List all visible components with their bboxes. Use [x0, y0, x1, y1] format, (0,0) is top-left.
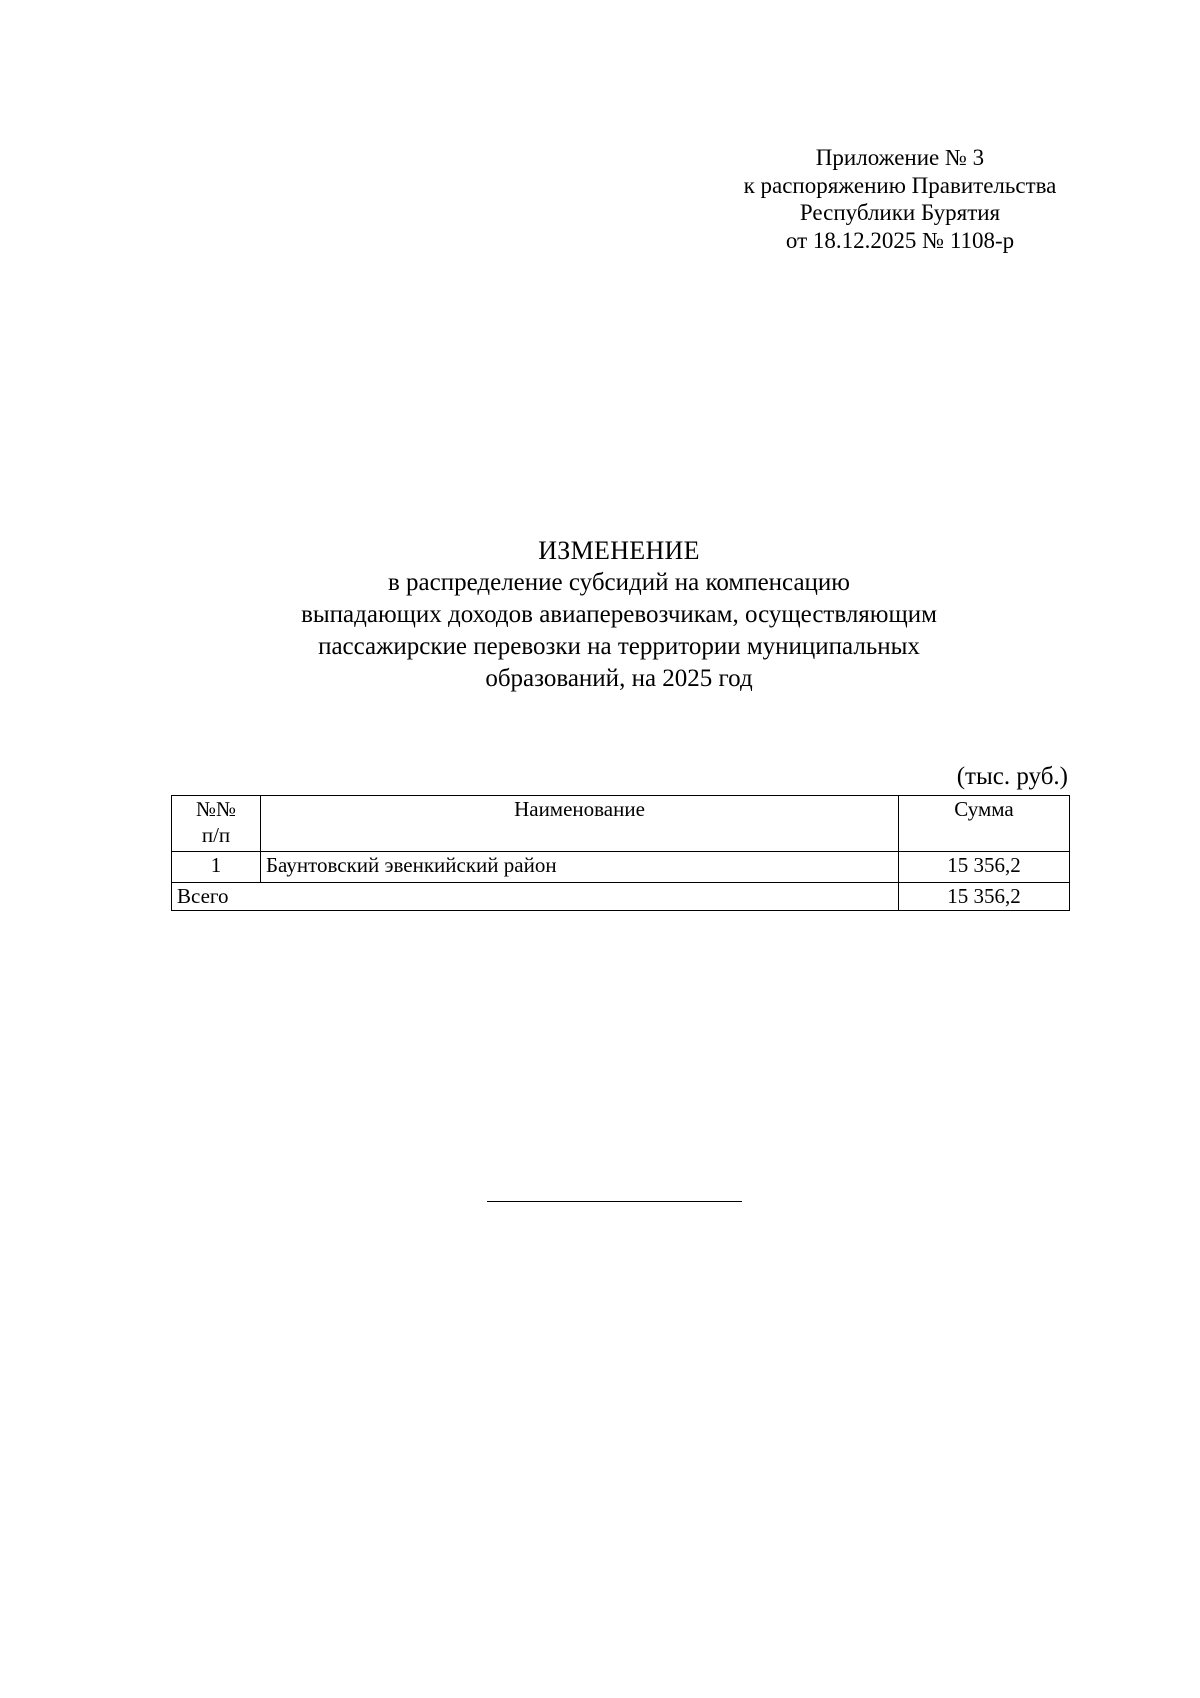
- title-heading: ИЗМЕНЕНИЕ: [538, 536, 700, 565]
- document-title: [170, 535, 1068, 695]
- total-sum: 15 356,2: [899, 883, 1070, 911]
- total-row: [172, 883, 1070, 911]
- end-rule: [487, 1201, 742, 1202]
- title-line-3: пассажирские перевозки на территории муниципальных: [318, 633, 920, 660]
- total-label: Всего: [172, 883, 899, 911]
- row-number: 1: [172, 852, 261, 883]
- appendix-block: [700, 144, 1100, 254]
- header-sum: Сумма: [899, 796, 1070, 852]
- title-line-1: в распределение субсидий на компенсацию: [388, 569, 850, 596]
- row-name: Баунтовский эвенкийский район: [261, 852, 899, 883]
- appendix-date-number: от 18.12.2025 № 1108-р: [785, 227, 1015, 253]
- appendix-order-reference: к распоряжению Правительства: [743, 172, 1057, 198]
- table-row: [172, 852, 1070, 883]
- title-line-2: выпадающих доходов авиаперевозчикам, осуществляющим: [301, 601, 937, 628]
- header-number-line-2: п/п: [201, 823, 231, 847]
- header-number-line-1: №№: [195, 797, 237, 821]
- appendix-number: Приложение № 3: [815, 145, 985, 170]
- row-sum: 15 356,2: [899, 852, 1070, 883]
- header-number: [172, 796, 261, 852]
- appendix-issuer: Республики Бурятия: [799, 200, 1001, 225]
- title-line-4: образований, на 2025 год: [485, 665, 753, 692]
- distribution-table: [171, 795, 1070, 911]
- header-name: Наименование: [261, 796, 899, 852]
- units-label: (тыс. руб.): [956, 763, 1068, 790]
- table-header-row: [172, 796, 1070, 852]
